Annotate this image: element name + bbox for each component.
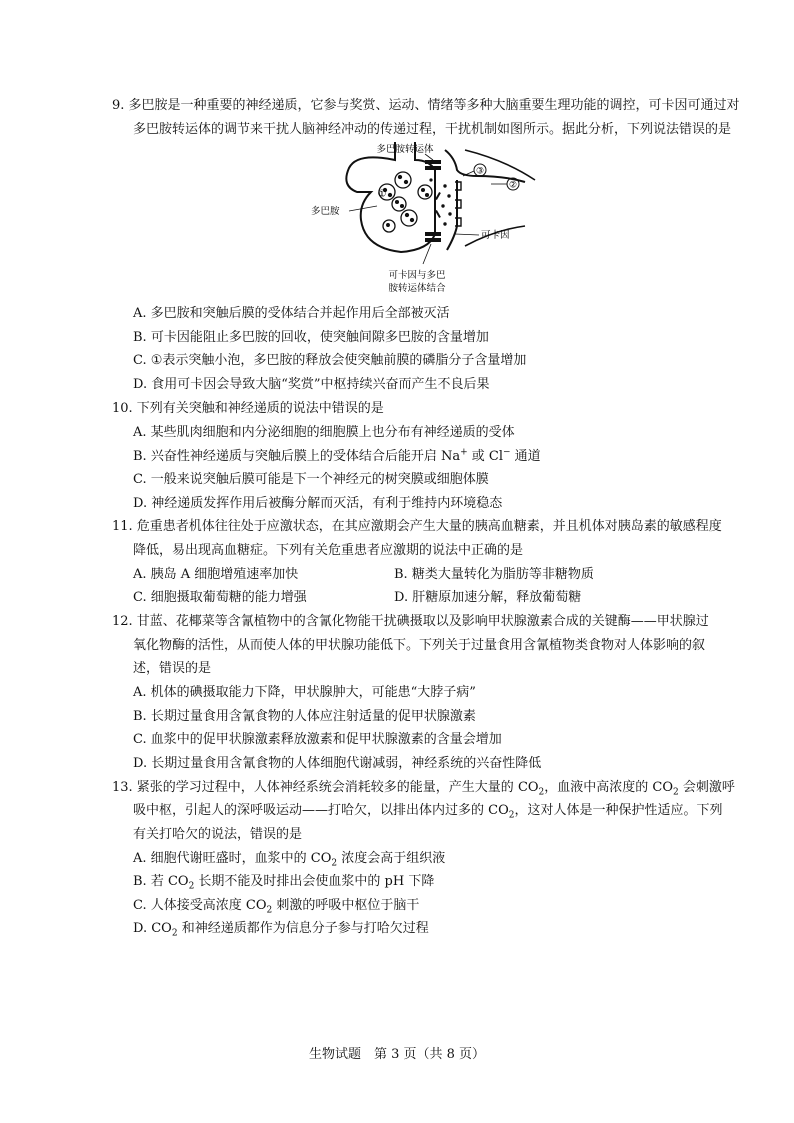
- q11-stem-line2: 降低，易出现高血糖症。下列有关危重患者应激期的说法中正确的是: [133, 543, 524, 558]
- q11-option-c[interactable]: C. 细胞摄取葡萄糖的能力增强: [133, 590, 307, 605]
- marker-3: ③: [475, 166, 485, 177]
- q12-option-a[interactable]: A. 机体的碘摄取能力下降，甲状腺肿大，可能患“大脖子病”: [133, 685, 476, 700]
- q12-stem-line3: 述，错误的是: [133, 661, 212, 676]
- q12-option-c[interactable]: C. 血浆中的促甲状腺激素释放激素和促甲状腺激素的含量会增加: [133, 732, 502, 747]
- q12-option-b[interactable]: B. 长期过量食用含氰食物的人体应注射适量的促甲状腺激素: [133, 709, 476, 724]
- q11-stem-line1: 11. 危重患者机体往往处于应激状态，在其应激期会产生大量的胰高血糖素，并且机体对胰岛素的敏感程度: [112, 519, 722, 534]
- q10-option-a[interactable]: A. 某些肌肉细胞和内分泌细胞的细胞膜上也分布有神经递质的受体: [133, 425, 515, 440]
- q11-option-b[interactable]: B. 糖类大量转化为脂肪等非糖物质: [394, 567, 594, 582]
- q12-stem-line2: 氧化物酶的活性，从而使人体的甲状腺功能低下。下列关于过量食用含氰植物类食物对人体影响的叙: [133, 638, 706, 653]
- q10-option-b[interactable]: B. 兴奋性神经递质与突触后膜上的受体结合后能开启 Na+ 或 Cl− 通道: [133, 447, 541, 464]
- label-dopamine: 多巴胺: [311, 206, 340, 217]
- marker-2: ②: [508, 180, 518, 191]
- synaptic-vesicles: [379, 172, 432, 232]
- q10-option-c[interactable]: C. 一般来说突触后膜可能是下一个神经元的树突膜或细胞体膜: [133, 472, 489, 487]
- q9-option-d[interactable]: D. 食用可卡因会导致大脑“奖赏”中枢持续兴奋而产生不良后果: [133, 377, 490, 392]
- q13-option-c[interactable]: C. 人体接受高浓度 $CO_2$ 刺激的呼吸中枢位于脑干: [133, 898, 420, 916]
- q10-option-d[interactable]: D. 神经递质发挥作用后被酶分解而灭活，有利于维持内环境稳态: [133, 496, 503, 511]
- label-transporter: 多巴胺转运体: [376, 144, 434, 155]
- q13-stem-line2: 吸中枢，引起人的深呼吸运动——打哈欠，以排出体内过多的 $CO_2$，这对人体是一种保护性适应。下列: [133, 803, 723, 821]
- q9-option-b[interactable]: B. 可卡因能阻止多巴胺的回收，使突触间隙多巴胺的含量增加: [133, 330, 489, 345]
- marker-1: ①: [377, 189, 387, 200]
- q9-option-c[interactable]: C. ①表示突触小泡，多巴胺的释放会使突触前膜的磷脂分子含量增加: [133, 353, 527, 368]
- q11-option-a[interactable]: A. 胰岛 A 细胞增殖速率加快: [133, 567, 299, 582]
- q9-stem-line1: 9. 多巴胺是一种重要的神经递质，它参与奖赏、运动、情绪等多种大脑重要生理功能的调控，可卡因可通过对: [112, 98, 740, 113]
- q13-option-d[interactable]: D. $CO_2$ 和神经递质都作为信息分子参与打哈欠过程: [133, 921, 429, 939]
- q12-option-d[interactable]: D. 长期过量食用含氰食物的人体细胞代谢减弱，神经系统的兴奋性降低: [133, 756, 542, 771]
- dopamine-transporter: [425, 160, 441, 242]
- dopamine-molecules: [429, 178, 451, 225]
- synapse-diagram: [305, 140, 545, 300]
- q13-option-a[interactable]: A. 细胞代谢旺盛时，血浆中的 $CO_2$ 浓度会高于组织液: [133, 851, 446, 869]
- q11-option-d[interactable]: D. 肝糖原加速分解，释放葡萄糖: [394, 590, 582, 605]
- q13-stem-line1: 13. 紧张的学习过程中，人体神经系统会消耗较多的能量，产生大量的 $CO_2$，血液中高浓度的 $CO_2$ 会刺激呼: [112, 780, 735, 798]
- q9-option-a[interactable]: A. 多巴胺和突触后膜的受体结合并起作用后全部被灭活: [133, 306, 450, 321]
- q9-stem-line2: 多巴胺转运体的调节来干扰人脑神经冲动的传递过程，干扰机制如图所示。据此分析，下列说法错误的是: [133, 122, 732, 137]
- q12-stem-line1: 12. 甘蓝、花椰菜等含氰植物中的含氰化物能干扰碘摄取以及影响甲状腺激素合成的关键酶——甲状腺过: [112, 614, 709, 629]
- q13-stem-line3: 有关打哈欠的说法，错误的是: [133, 827, 303, 842]
- q10-stem: 10. 下列有关突触和神经递质的说法中错误的是: [112, 401, 384, 416]
- label-cocaine: 可卡因: [481, 230, 510, 241]
- label-bound-line1: 可卡因与多巴: [388, 270, 446, 281]
- label-bound-line2: 胺转运体结合: [388, 283, 446, 294]
- page-footer: 生物试题 第 3 页（共 8 页）: [308, 1047, 486, 1062]
- q13-option-b[interactable]: B. 若 $CO_2$ 长期不能及时排出会使血浆中的 pH 下降: [133, 874, 435, 892]
